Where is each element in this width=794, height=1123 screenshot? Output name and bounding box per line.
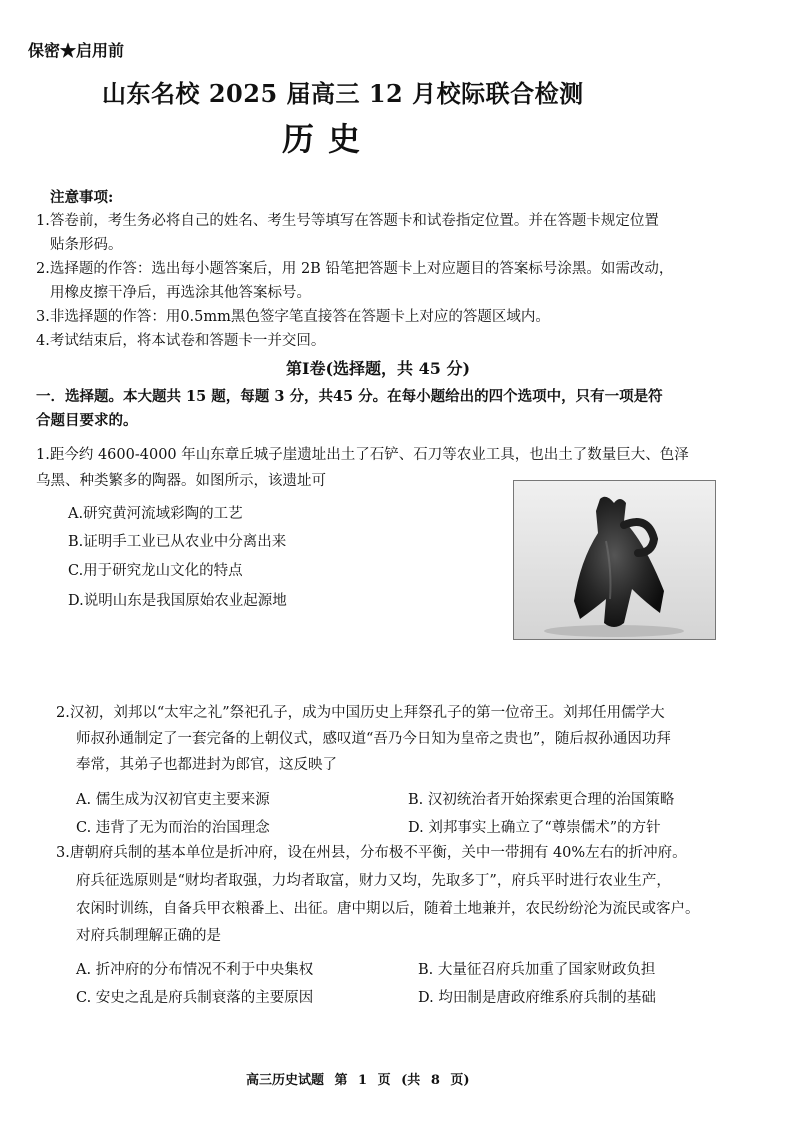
- section-instruction: 一．选择题。本大题共 15 题，每题 3 分，共45 分。在每小题给出的四个选项中，只有一项是符: [36, 388, 663, 405]
- q1-stem: 1.距今约 4600-4000 年山东章丘城子崖遗址出土了石铲、石刀等农业工具，也出土了数量巨大、色泽: [36, 447, 689, 463]
- pottery-vessel-image: [514, 481, 716, 640]
- note-line: 4.考试结束后，将本试卷和答题卡一并交回。: [36, 333, 326, 349]
- q3-stem: 农闲时训练，自备兵甲衣粮番上、出征。唐中期以后，随着土地兼并，农民纷纷沦为流民或客户。: [76, 901, 700, 917]
- q3-option-c: C. 安史之乱是府兵制衰落的主要原因: [76, 990, 314, 1006]
- q1-stem: 乌黑、种类繁多的陶器。如图所示，该遗址可: [36, 473, 326, 489]
- q1-option-b: B.证明手工业已从农业中分离出来: [68, 534, 287, 550]
- section-instruction: 合题目要求的。: [36, 412, 138, 429]
- q3-stem: 3.唐朝府兵制的基本单位是折冲府，设在州县，分布极不平衡，关中一带拥有 40%左右的折冲府。: [56, 845, 687, 861]
- q3-option-a: A. 折冲府的分布情况不利于中央集权: [76, 962, 314, 978]
- note-line: 1.答卷前，考生务必将自己的姓名、考生号等填写在答题卡和试卷指定位置。并在答题卡规定位置: [36, 213, 659, 229]
- q2-option-a: A. 儒生成为汉初官吏主要来源: [76, 792, 270, 808]
- q2-option-c: C. 违背了无为而治的治国理念: [76, 820, 270, 836]
- q3-stem: 对府兵制理解正确的是: [76, 928, 221, 944]
- confidential-label: 保密★启用前: [28, 41, 125, 60]
- q1-option-c: C.用于研究龙山文化的特点: [68, 563, 243, 579]
- q2-option-b: B. 汉初统治者开始探索更合理的治国策略: [408, 792, 675, 808]
- note-line: 贴条形码。: [50, 237, 123, 253]
- q1-option-a: A.研究黄河流域彩陶的工艺: [68, 506, 243, 522]
- q2-option-d: D. 刘邦事实上确立了“尊崇儒术”的方针: [408, 820, 661, 836]
- q3-option-d: D. 均田制是唐政府维系府兵制的基础: [418, 990, 656, 1006]
- subject-title: 历史: [282, 120, 375, 158]
- note-line: 3.非选择题的作答：用0.5mm黑色签字笔直接答在答题卡上对应的答题区域内。: [36, 309, 550, 325]
- q2-stem: 2.汉初，刘邦以“太牢之礼”祭祀孔子，成为中国历史上拜祭孔子的第一位帝王。刘邦任用儒学大: [56, 705, 665, 721]
- q2-stem: 师叔孙通制定了一套完备的上朝仪式，感叹道“吾乃今日知为皇帝之贵也”，随后叔孙通因功拜: [76, 731, 671, 747]
- q2-stem: 奉常，其弟子也都进封为郎官，这反映了: [76, 757, 337, 773]
- notes-heading: 注意事项:: [50, 189, 114, 206]
- page-footer: 高三历史试题 第 1 页 (共 8 页): [246, 1073, 470, 1088]
- q3-stem: 府兵征选原则是“财均者取强，力均者取富，财力又均，先取多丁”，府兵平时进行农业生产，: [76, 873, 671, 889]
- q3-option-b: B. 大量征召府兵加重了国家财政负担: [418, 962, 656, 978]
- q1-option-d: D.说明山东是我国原始农业起源地: [68, 593, 287, 609]
- section-heading: 第Ⅰ卷(选择题，共 45 分): [286, 359, 471, 378]
- exam-title: 山东名校 2025 届高三 12 月校际联合检测: [102, 79, 584, 108]
- note-line: 用橡皮擦干净后，再选涂其他答案标号。: [50, 285, 311, 301]
- note-line: 2.选择题的作答：选出每小题答案后，用 2B 铅笔把答题卡上对应题目的答案标号涂黑。如需改动，: [36, 261, 674, 277]
- pottery-photo: [513, 480, 716, 640]
